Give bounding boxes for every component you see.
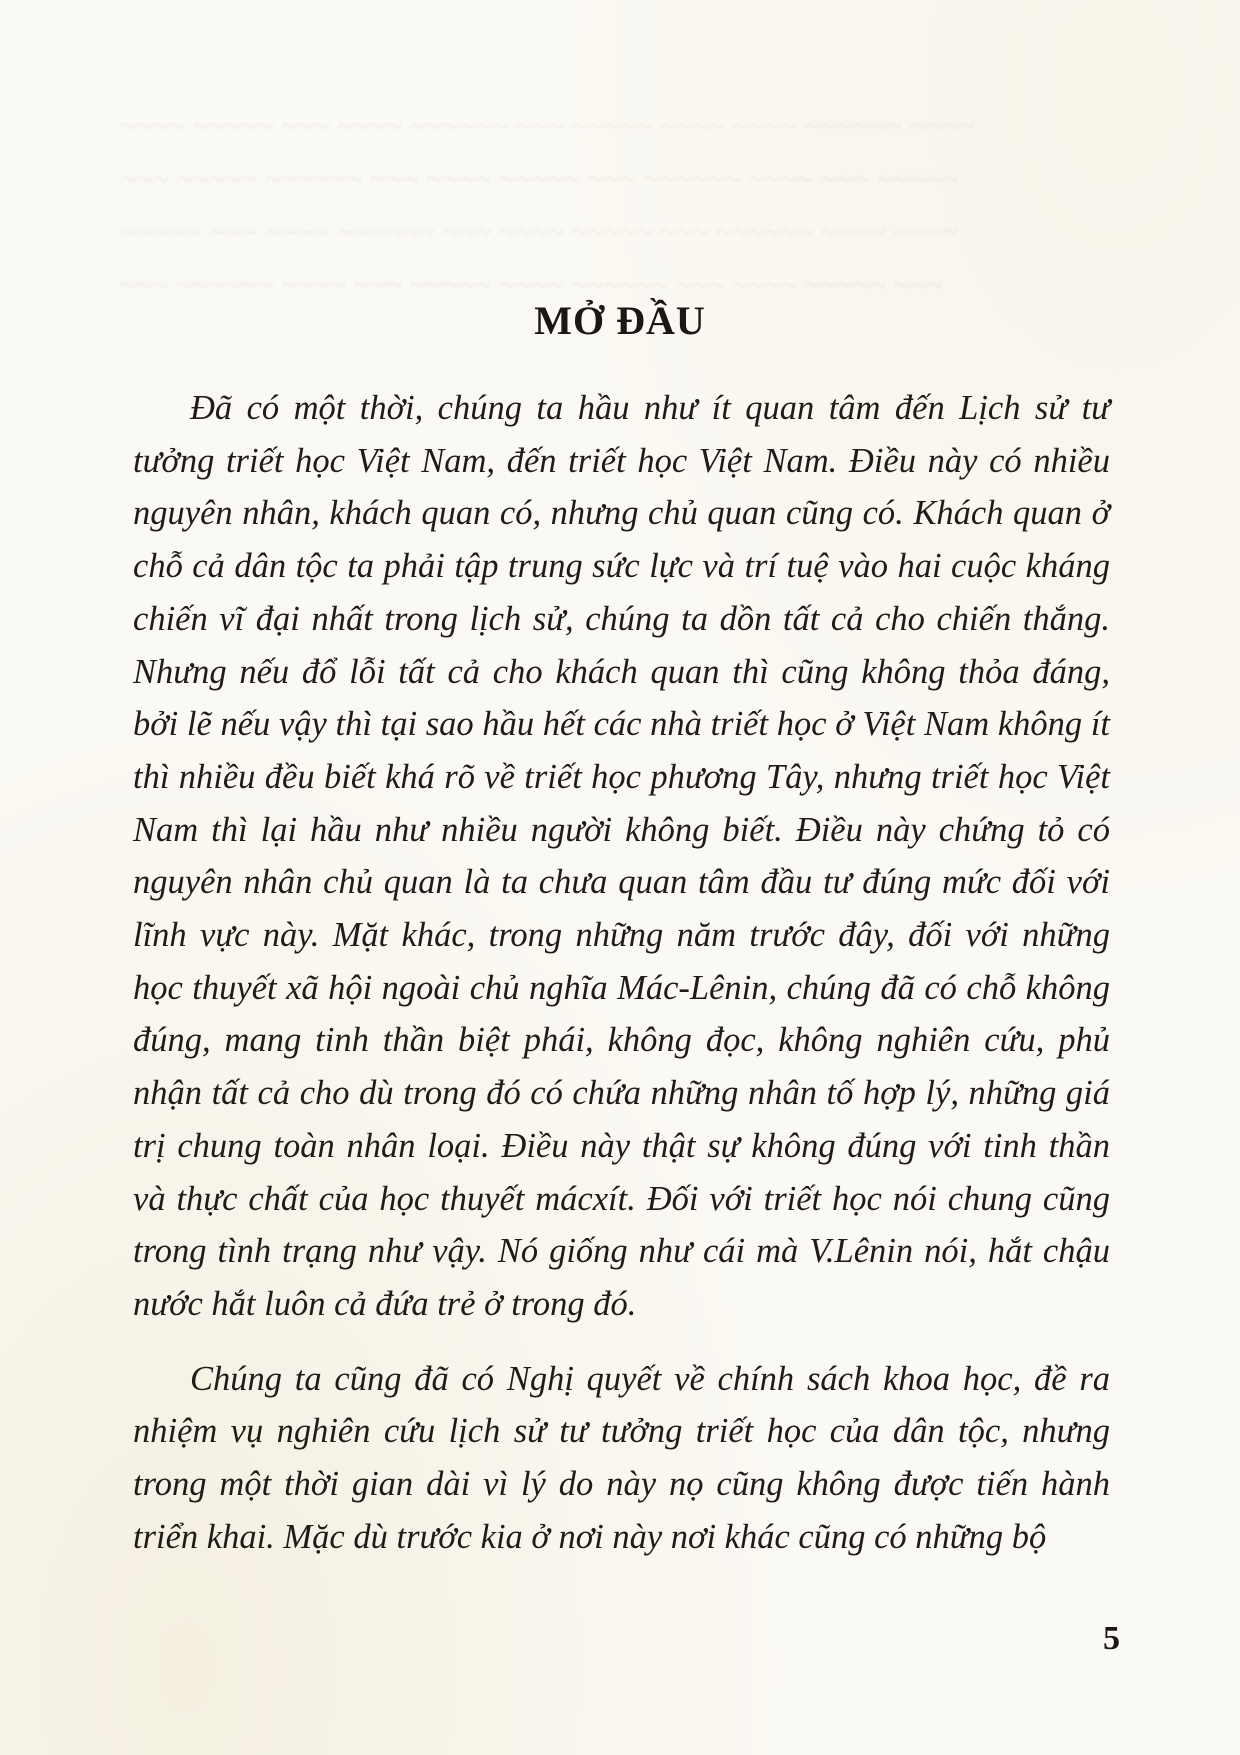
paragraph: Đã có một thời, chúng ta hầu như ít quan tâm đến Lịch sử tư tưởng triết học Việt Nam, đến triết học Việt Nam. Điều này có nhiều nguyên nhân, khách quan có, nhưng chủ quan cũng có. Khách quan ở chỗ cả dân tộc ta phải tập trung sức lực và trí tuệ vào hai cuộc kháng chiến vĩ đại nhất trong lịch sử, chúng ta dồn tất cả cho chiến thắng. Nhưng nếu đổ lỗi tất cả cho khách quan thì cũng không thỏa đáng, bởi lẽ nếu vậy thì tại sao hầu hết các nhà triết học ở Việt Nam không ít thì nhiều đều biết khá rõ về triết học phương Tây, nhưng triết học Việt Nam thì lại hầu như nhiều người không biết. Điều này chứng tỏ có nguyên nhân chủ quan là ta chưa quan tâm đầu tư đúng mức đối với lĩnh vực này. Mặt khác, trong những năm trước đây, đối với những học thuyết xã hội ngoài chủ nghĩa Mác-Lênin, chúng đã có chỗ không đúng, mang tinh thần biệt phái, không đọc, không nghiên cứu, phủ nhận tất cả cho dù trong đó có chứa những nhân tố hợp lý, những giá trị chung toàn nhân loại. Điều này thật sự không đúng với tinh thần và thực chất của học thuyết mácxít. Đối với triết học nói chung cũng trong tình trạng như vậy. Nó giống như cái mà V.Lênin nói, hắt chậu nước hắt luôn cả đứa trẻ ở trong đó.	[133, 389, 1110, 1323]
paragraph: Chúng ta cũng đã có Nghị quyết về chính sách khoa học, đề ra nhiệm vụ nghiên cứu lịch sử tư tưởng triết học của dân tộc, nhưng trong một thời gian dài vì lý do này nọ cũng không được tiến hành triển khai. Mặc dù trước kia ở nơi này nơi khác cũng có những bộ	[133, 1359, 1110, 1556]
body-text	[133, 382, 1110, 1563]
page-number: 5	[1103, 1620, 1120, 1657]
bleed-through-texture: ~~~~ ~~~~~ ~~~ ~~~~ ~~~~~~ ~~~ ~~~~~ ~~~~ ~~~~ ~~~~~~ ~~~~ ~~~ ~~~~~ ~~~~~~ ~~~ ~~~~ ~~~~~ ~~~ ~~~~~~ ~~~~ ~~~ ~~~~~ ~~~~~ ~~~ ~~~~ ~~~~~~ ~~~ ~~~~ ~~~~~ ~~~ ~~~~~~ ~~~~ ~~~~ ~~~ ~~~~~~ ~~~~ ~~~ ~~~~~ ~~~~ ~~~~~~ ~~~ ~~~~ ~~~~~ ~~~	[120, 110, 975, 302]
chapter-title: MỞ ĐẦU	[534, 297, 706, 343]
